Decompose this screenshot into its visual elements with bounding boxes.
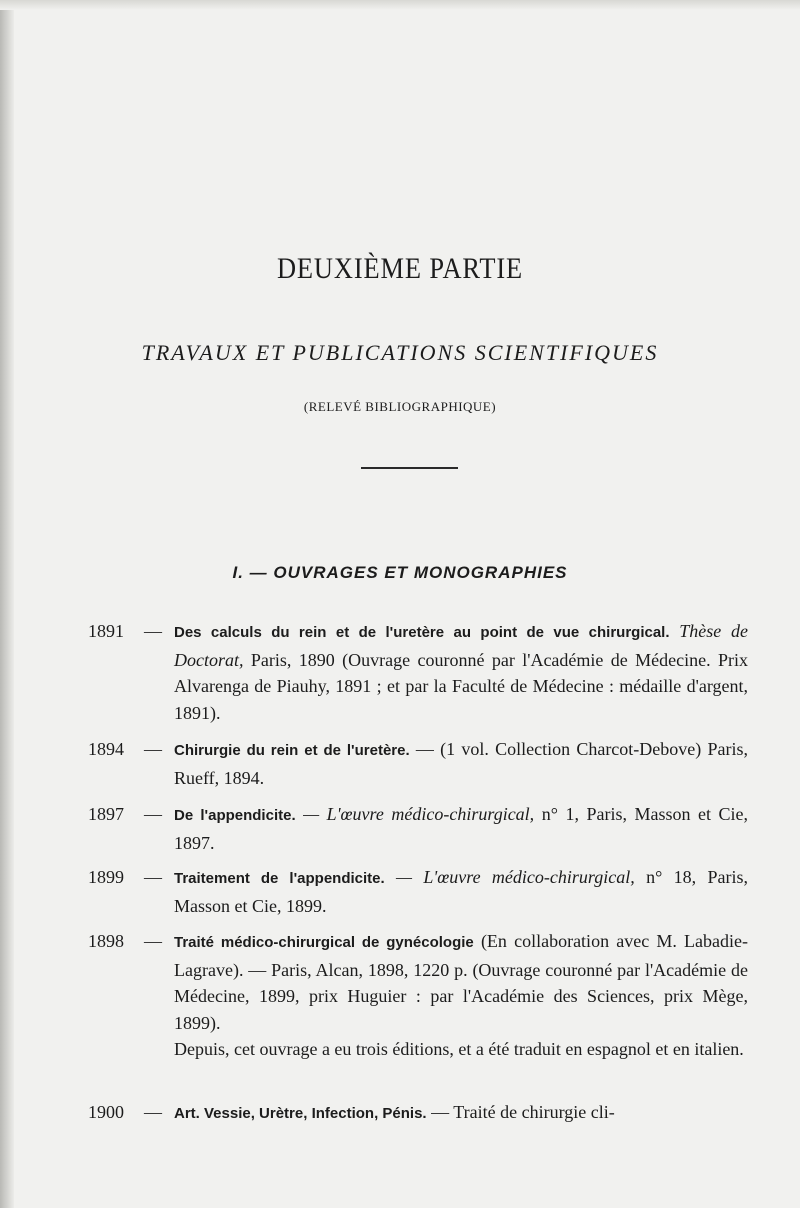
bibliography-entry [88, 618, 748, 726]
entry-body [174, 801, 748, 856]
bibliography-entry [88, 864, 748, 919]
entry-text: — Traité de chirurgie cli- [431, 1102, 615, 1122]
entry-body [174, 618, 748, 726]
entry-body [174, 864, 748, 919]
entry-continuation: Depuis, cet ouvrage a eu trois éditions, et a été traduit en espagnol et en italien. [174, 1039, 744, 1059]
entry-dash: — [144, 739, 162, 759]
entry-title: Traité médico-chirurgical de gynécologie [174, 934, 474, 951]
entry-dash: — [144, 804, 162, 824]
entry-year: 1898 [88, 931, 124, 951]
entry-year: 1897 [88, 804, 124, 824]
entry-year: 1891 [88, 621, 124, 641]
entry-dash: — [144, 621, 162, 641]
section-title: I. — OUVRAGES ET MONOGRAPHIES [232, 563, 568, 582]
bibliography-entry [88, 1099, 748, 1128]
bibliography-entry [88, 928, 748, 1063]
entry-dash: — [144, 1102, 162, 1122]
entry-body [174, 1099, 748, 1128]
part-title: DEUXIÈME PARTIE [276, 252, 524, 285]
entry-dash: — [144, 867, 162, 887]
divider-rule [361, 467, 458, 469]
bibliography-entry [88, 736, 748, 791]
entry-title: Traitement de l'appendicite. [174, 870, 385, 887]
entry-italic: Thèse de Doctorat, [174, 621, 749, 670]
entry-dash: — [144, 931, 162, 951]
entry-text: — (1 vol. Collection Charcot-Debove) Paris, Rueff, 1894. [174, 739, 749, 788]
entry-year: 1894 [88, 739, 124, 759]
bibliography-entry [88, 801, 748, 856]
entry-year: 1900 [88, 1102, 124, 1122]
entry-title: De l'appendicite. [174, 807, 296, 824]
page-edge-shadow [0, 0, 14, 1208]
entry-italic: — L'œuvre médico-chirurgical, [303, 804, 535, 824]
entry-text: (En collaboration avec M. Labadie-Lagrave). — Paris, Alcan, 1898, 1220 p. (Ouvrage couronné par l'Académie de Médecine, 1899, prix Huguier : par l'Académie des Sciences, prix Mège, 1899). [174, 931, 749, 1033]
entry-year: 1899 [88, 867, 124, 887]
page-top-shadow [0, 0, 800, 10]
entry-text: n° 18, Paris, Masson et Cie, 1899. [174, 867, 749, 916]
subtitle-note: (RELEVÉ BIBLIOGRAPHIQUE) [303, 399, 497, 414]
entry-text: Paris, 1890 (Ouvrage couronné par l'Académie de Médecine. Prix Alvarenga de Piauhy, 1891 ; et par la Faculté de Médecine : médaille d'argent, 1891). [174, 649, 749, 723]
entry-text: n° 1, Paris, Masson et Cie, 1897. [174, 804, 749, 853]
entry-title: Art. Vessie, Urètre, Infection, Pénis. [174, 1105, 427, 1122]
entry-title: Chirurgie du rein et de l'uretère. [174, 742, 410, 759]
entry-title: Des calculs du rein et de l'uretère au point de vue chirurgical. [174, 624, 670, 641]
subtitle: TRAVAUX ET PUBLICATIONS SCIENTIFIQUES [141, 340, 659, 365]
entry-italic: — L'œuvre médico-chirurgical, [396, 867, 635, 887]
entry-body [174, 736, 748, 791]
entry-body [174, 928, 748, 1036]
